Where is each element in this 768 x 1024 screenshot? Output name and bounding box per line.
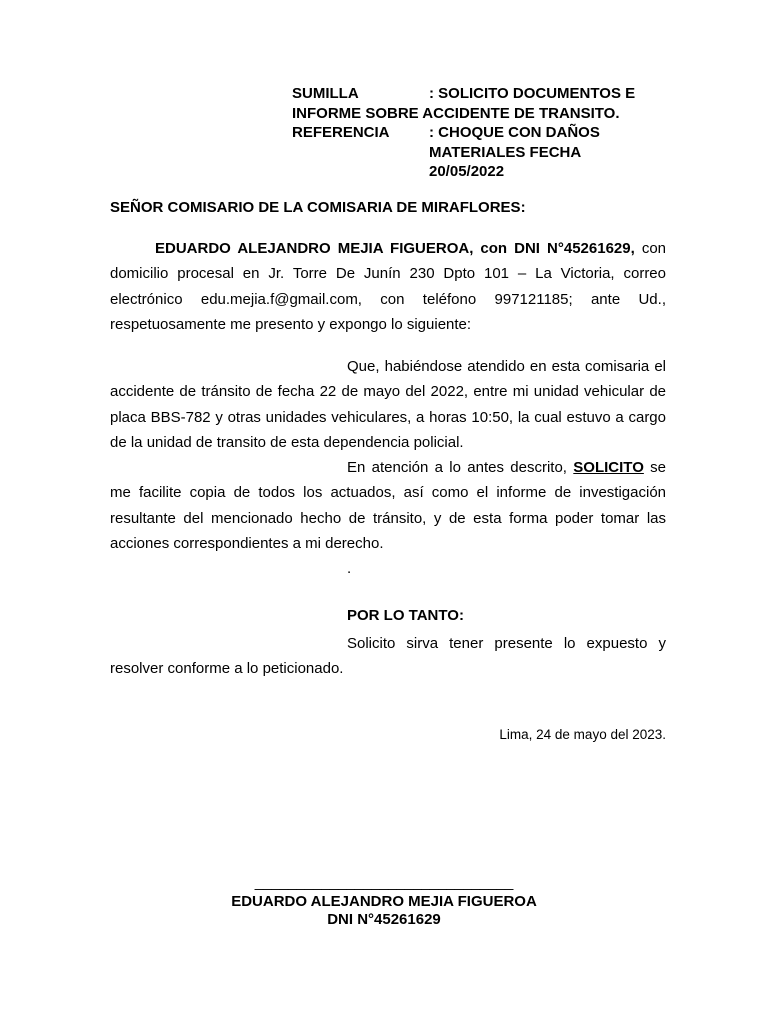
intro-paragraph: [110, 236, 666, 337]
request-paragraph: [110, 455, 666, 556]
sumilla-block: [292, 84, 672, 182]
signature-line: _______________________________: [254, 874, 514, 891]
request-text-after: se me facilite copia de todos los actuados, así como el informe de investigación resultante del mencionado hecho de tránsito, y de esta forma poder tomar las acciones correspondientes a mi derecho.: [110, 459, 667, 552]
referencia-value-line3: 20/05/2022: [429, 163, 505, 180]
sumilla-label: SUMILLA: [292, 85, 359, 102]
referencia-value: : CHOQUE CON DAÑOS: [429, 124, 600, 141]
signature-block: [0, 874, 768, 930]
sumilla-value: : SOLICITO DOCUMENTOS E: [429, 85, 636, 102]
facts-paragraph: Que, habiéndose atendido en esta comisaria el accidente de tránsito de fecha 22 de mayo del 2022, entre mi unidad vehicular de placa BBS-782 y otras unidades vehiculares, a horas 10:50, la cual estuvo a cargo de la unidad de transito de esta dependencia policial.: [110, 358, 666, 451]
closing-paragraph: Solicito sirva tener presente lo expuesto y resolver conforme a lo peticionado.: [110, 635, 666, 678]
date-line: Lima, 24 de mayo del 2023.: [499, 727, 666, 742]
por-lo-tanto-heading: POR LO TANTO:: [347, 607, 464, 624]
request-text-before: En atención a lo antes descrito,: [347, 459, 574, 476]
referencia-row: [292, 123, 672, 143]
sumilla-value-continued: INFORME SOBRE ACCIDENTE DE TRANSITO.: [292, 104, 620, 122]
referencia-value-line2: MATERIALES FECHA: [429, 143, 582, 161]
sumilla-row: [292, 84, 672, 104]
request-keyword: SOLICITO: [573, 459, 644, 476]
separator-dot: .: [347, 560, 352, 577]
addressee-heading: SEÑOR COMISARIO DE LA COMISARIA DE MIRAFLORES:: [110, 199, 526, 216]
intro-text: con domicilio procesal en Jr. Torre De Junín 230 Dpto 101 – La Victoria, correo electrónico edu.mejia.f@gmail.com, con teléfono 997121185; ante Ud., respetuosamente me presento y expongo lo siguiente:: [110, 240, 666, 333]
petitioner-name: EDUARDO ALEJANDRO MEJIA FIGUEROA, con DNI N°45261629,: [155, 240, 635, 257]
signature-dni: DNI N°45261629: [327, 911, 441, 928]
signature-name: EDUARDO ALEJANDRO MEJIA FIGUEROA: [231, 892, 537, 910]
referencia-label: REFERENCIA: [292, 124, 390, 141]
